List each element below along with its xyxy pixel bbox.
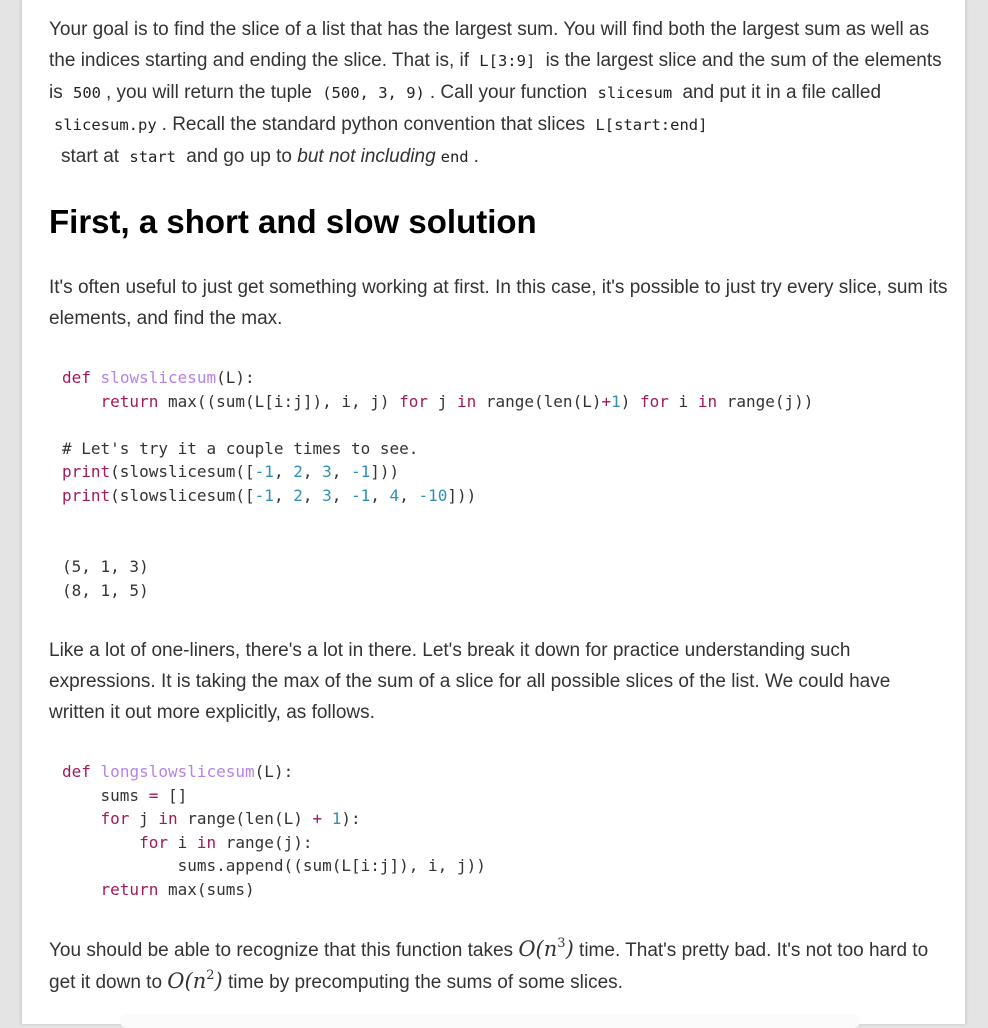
inline-code: L[3:9] <box>479 52 536 70</box>
code-output: (5, 1, 3) (8, 1, 5) <box>62 557 149 600</box>
inline-code: start <box>129 148 177 166</box>
body-paragraph: It's often useful to just get something working at first. In this case, it's possible to just try every slice, sum its elements, and find the max. <box>49 277 948 329</box>
code-block-longslowslicesum: def longslowslicesum(L): sums = [] for j in range(len(L) + 1): for i in range(j): sums.append((sum(L[i:j]), i, j)) return max(sums) <box>62 762 486 899</box>
section-heading: First, a short and slow solution <box>49 203 537 240</box>
inline-code: end <box>440 148 469 166</box>
next-code-block-edge <box>120 1014 860 1028</box>
inline-code: (500, 3, 9) <box>322 84 425 102</box>
inline-code: 500 <box>73 84 101 102</box>
body-paragraph: Like a lot of one-liners, there's a lot in there. Let's break it down for practice understanding such expressions. It is taking the max of the sum of a slice for all possible slices of the list. We could have written it out more explicitly, as follows. <box>49 640 891 723</box>
math-expression: $O(n^2)$ <box>167 968 223 993</box>
emphasis: but not including <box>297 146 436 167</box>
document-page <box>21 0 966 1024</box>
intro-paragraph: Your goal is to find the slice of a list that has the largest sum. You will find both the largest sum as well as the indices starting and ending the slice. That is, if L[3:9] is the largest slice and the sum of the elements is 500 , you will return the tuple (500, 3, 9) . Call your function slicesum and put it in a file called slicesum.py . Recall the standard python convention that slices L[start:end]start at start and go up to but not including end . <box>49 19 942 167</box>
code-block-slowslicesum: def slowslicesum(L): return max((sum(L[i:j]), i, j) for j in range(len(L)+1) for i in range(j)) # Let's try it a couple times to see. print(slowslicesum([-1, 2, 3, -1])) print(slowslicesum([-1, 2, 3, -1, 4, -10])) <box>62 368 814 505</box>
inline-code: slicesum <box>597 84 673 102</box>
math-expression: $O(n^3)$ <box>518 936 574 961</box>
inline-code: slicesum.py <box>54 116 157 134</box>
inline-code: L[start:end] <box>595 116 708 134</box>
body-paragraph: You should be able to recognize that this function takes $O(n^3)$ time. That's pretty bad. It's not too hard to get it down to $O(n^2)$ time by precomputing the sums of some slices. <box>49 936 929 993</box>
